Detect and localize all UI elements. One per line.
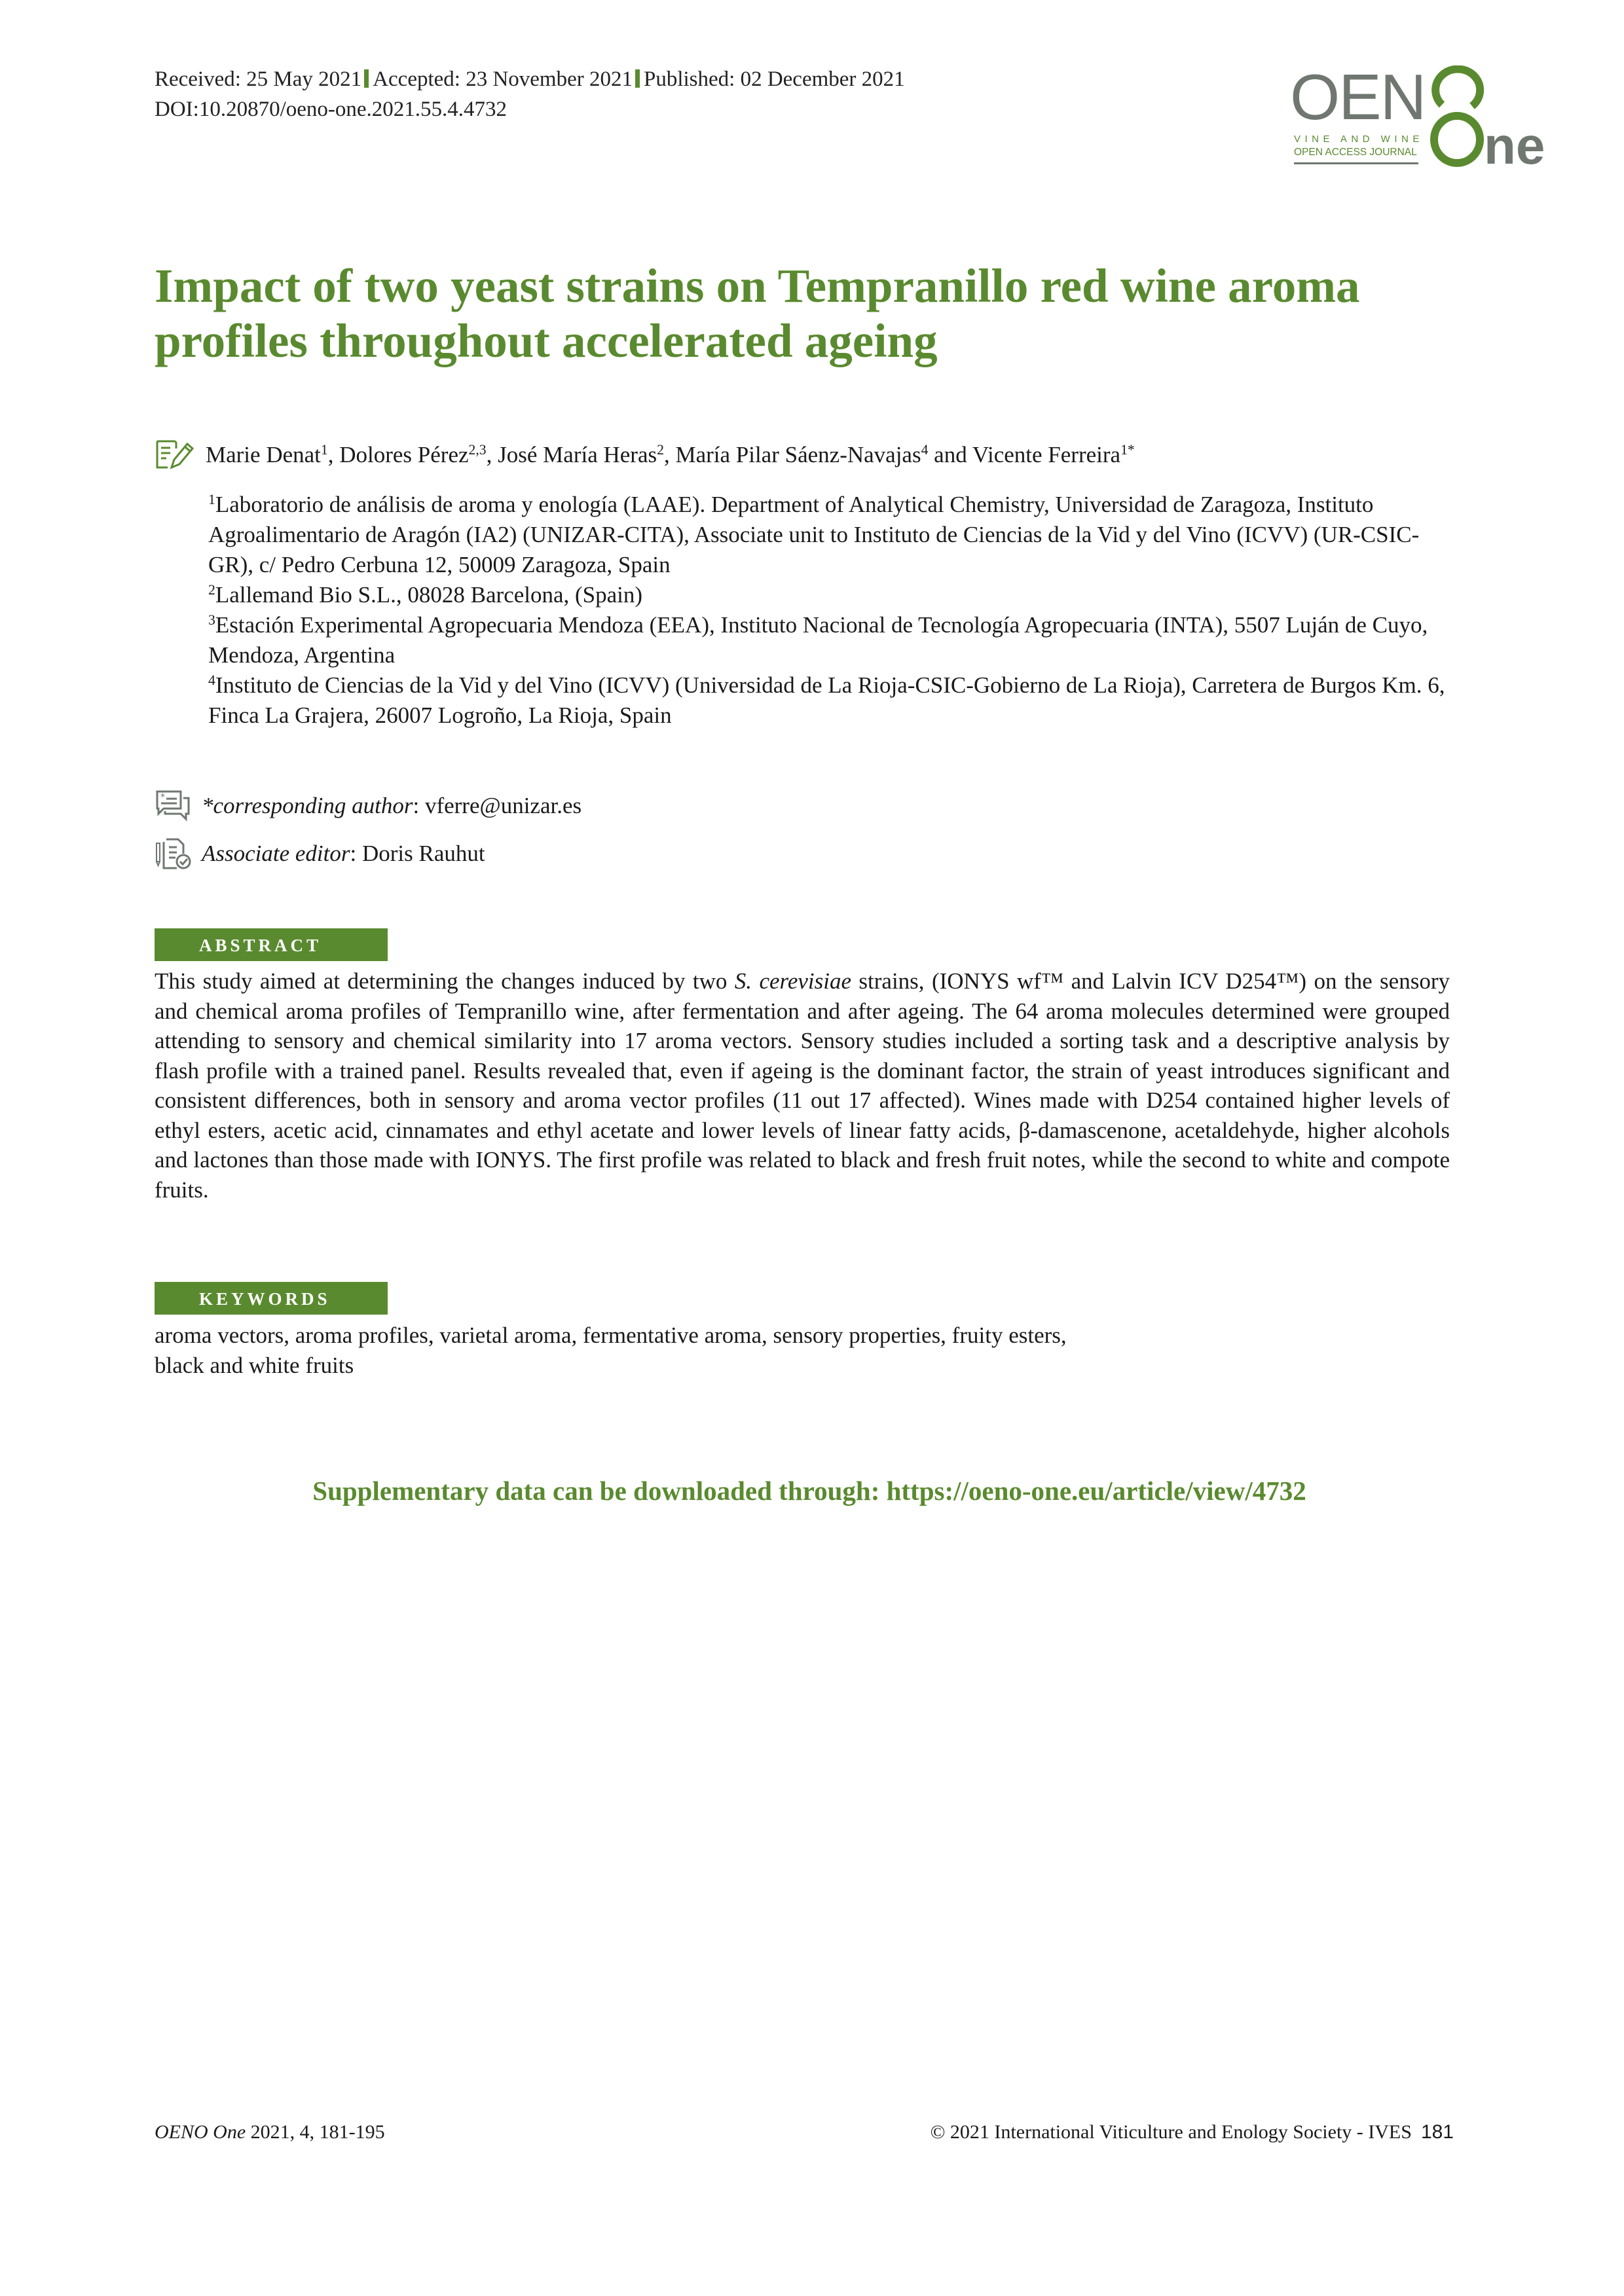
journal-logo <box>1290 65 1552 170</box>
published-date: Published: 02 December 2021 <box>643 67 905 91</box>
authors-line <box>155 439 1135 471</box>
svg-text:VINE AND WINE: VINE AND WINE <box>1294 134 1424 145</box>
author-name: Marie Denat <box>206 442 321 467</box>
affiliation-text: Lallemand Bio S.L., 08028 Barcelona, (Spain) <box>215 582 643 608</box>
affiliation-mark: 2,3 <box>468 442 487 458</box>
colon: : <box>413 793 425 818</box>
separator-bar <box>635 69 640 88</box>
received-date: Received: 25 May 2021 <box>155 67 362 91</box>
affiliation-number: 1 <box>208 492 215 508</box>
author-separator: , <box>327 442 340 467</box>
affiliation-text: Instituto de Ciencias de la Vid y del Vino (ICVV) (Universidad de La Rioja-CSIC-Gobierno de La Rioja), Carretera de Burgos Km. 6, Finca La Grajera, 26007 Logroño, La Rioja, Spain <box>208 672 1445 728</box>
affiliation-mark: 1 <box>320 442 328 458</box>
author-list <box>206 440 1135 470</box>
associate-editor <box>155 837 485 871</box>
author-name: María Pilar Sáenz-Navajas <box>675 442 921 467</box>
doi[interactable]: DOI:10.20870/oeno-one.2021.55.4.4732 <box>155 98 507 121</box>
affiliation-item <box>208 610 1452 670</box>
keywords-line: black and white fruits <box>155 1353 354 1378</box>
affiliation-mark: 2 <box>657 442 664 458</box>
author-separator: , <box>486 442 498 467</box>
author-name: Dolores Pérez <box>339 442 469 467</box>
author-separator: , <box>663 442 676 467</box>
abstract-text-part: strains, (IONYS wf™ and Lalvin ICV D254™) on the sensory and chemical aroma profiles of Tempranillo wine, after fermentation and after ageing. The 64 aroma molecules determined were grouped attending to sensory and chemical similarity into 17 aroma vectors. Sensory studies included a sorting task and a descriptive analysis by flash profile with a trained panel. Results revealed that, even if ageing is the dominant factor, the strain of yeast introduces significant and consistent differences, both in sensory and aroma vector profiles (11 out 17 affected). Wines made with D254 contained higher levels of ethyl esters, acetic acid, cinnamates and ethyl acetate and lower levels of linear fatty acids, β-damascenone, acetaldehyde, higher alcohols and lactones than those made with IONYS. The first profile was related to black and fresh fruit notes, while the second to white and compote fruits. <box>155 968 1450 1203</box>
document-check-icon <box>155 837 193 871</box>
affiliations <box>208 490 1452 731</box>
citation-info: 2021, 4, 181-195 <box>246 2121 385 2143</box>
journal-name: OENO One <box>155 2121 246 2143</box>
corresponding-author <box>155 789 581 823</box>
svg-text:OPEN ACCESS JOURNAL: OPEN ACCESS JOURNAL <box>1294 147 1417 158</box>
svg-text:ne: ne <box>1484 117 1545 170</box>
editor-name: Doris Rauhut <box>361 841 485 866</box>
abstract-text-part: This study aimed at determining the changes induced by two <box>155 968 735 994</box>
oeno-one-logo-icon <box>1290 65 1552 170</box>
affiliation-number: 2 <box>208 582 215 598</box>
article-title: Impact of two yeast strains on Tempranillo red wine aroma profiles throughout accelerated ageing <box>155 259 1360 367</box>
footer-citation <box>155 2121 385 2143</box>
affiliation-item <box>208 580 1452 610</box>
page-number: 181 <box>1420 2121 1454 2143</box>
accepted-date: Accepted: 23 November 2021 <box>373 67 633 91</box>
affiliation-number: 4 <box>208 672 215 689</box>
dates-line <box>155 64 905 94</box>
svg-text:OEN: OEN <box>1290 65 1426 133</box>
affiliation-item <box>208 490 1452 580</box>
chat-bubble-icon <box>155 789 193 823</box>
keywords-line: aroma vectors, aroma profiles, varietal aroma, fermentative aroma, sensory properties, fruity esters, <box>155 1322 1067 1348</box>
separator-bar <box>364 69 369 88</box>
author-separator: and <box>928 442 972 467</box>
supplementary-data-link[interactable]: Supplementary data can be downloaded through: https://oeno-one.eu/article/view/4732 <box>312 1476 1306 1506</box>
abstract-text <box>155 966 1450 1205</box>
corresponding-email[interactable]: vferre@unizar.es <box>424 793 582 818</box>
affiliation-text: Laboratorio de análisis de aroma y enología (LAAE). Department of Analytical Chemistry, Universidad de Zaragoza, Instituto Agroalimentario de Aragón (IA2) (UNIZAR-CITA), Associate unit to Instituto de Ciencias de la Vid y del Vino (ICVV) (UR-CSIC-GR), c/ Pedro Cerbuna 12, 50009 Zaragoza, Spain <box>208 492 1420 577</box>
editor-label: Associate editor <box>202 841 350 866</box>
keywords-text <box>155 1321 1281 1381</box>
affiliation-item <box>208 670 1452 731</box>
affiliation-number: 3 <box>208 612 215 629</box>
copyright-text: © 2021 International Viticulture and Enology Society - IVES <box>930 2121 1412 2143</box>
abstract-heading: ABSTRACT <box>155 928 388 961</box>
footer-copyright <box>851 2121 1454 2143</box>
author-name: Vicente Ferreira <box>972 442 1121 467</box>
species-name: S. cerevisiae <box>734 968 852 994</box>
affiliation-text: Estación Experimental Agropecuaria Mendoza (EEA), Instituto Nacional de Tecnología Agropecuaria (INTA), 5507 Luján de Cuyo, Mendoza, Argentina <box>208 612 1428 668</box>
publication-dates <box>155 64 905 124</box>
author-edit-icon <box>155 439 194 471</box>
author-name: José María Heras <box>498 442 657 467</box>
corresponding-label: *corresponding author <box>202 793 413 818</box>
affiliation-mark: 4 <box>921 442 929 458</box>
affiliation-mark: 1* <box>1120 442 1135 458</box>
colon: : <box>350 841 362 866</box>
keywords-heading: KEYWORDS <box>155 1282 388 1315</box>
svg-text:*: * <box>160 792 165 803</box>
